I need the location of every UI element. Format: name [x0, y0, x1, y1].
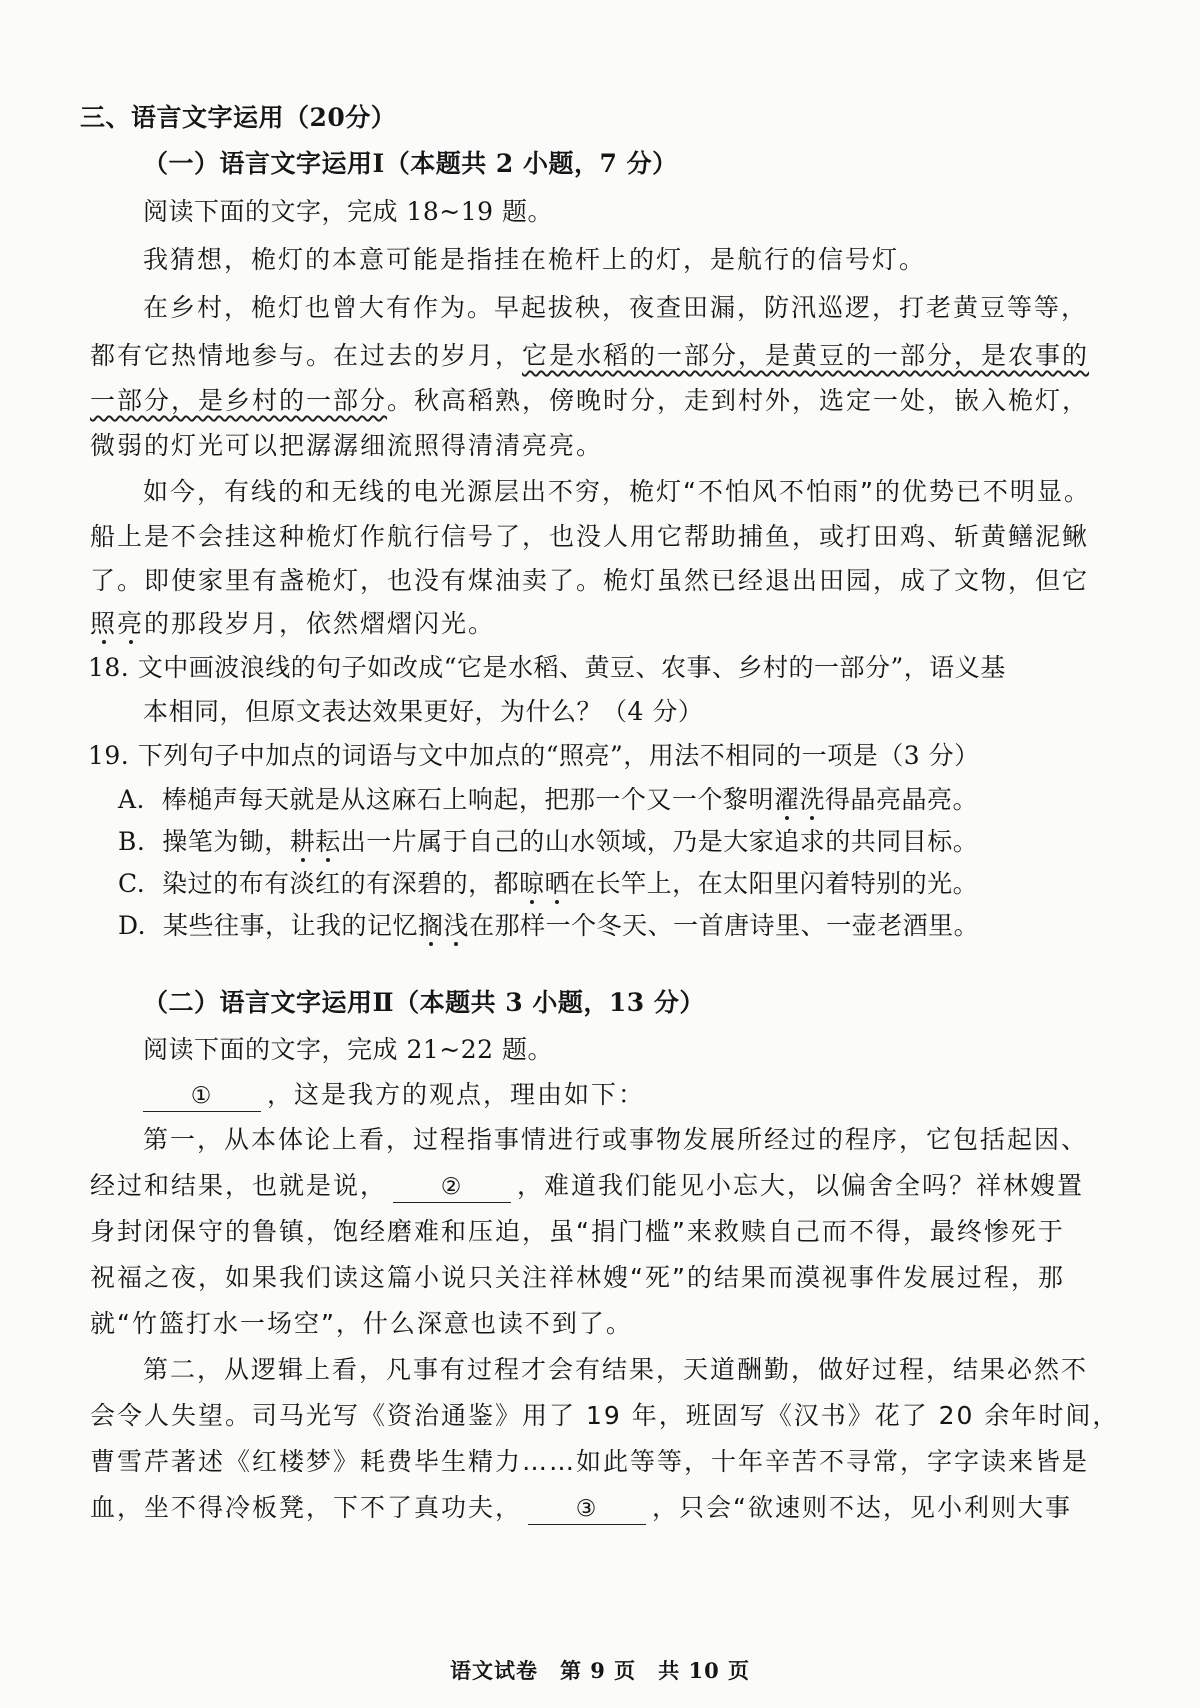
passage-text: 血，坐不得冷板凳，下不了真功夫， [90, 1493, 523, 1522]
option-label: C. [118, 869, 146, 898]
passage2-line10 [90, 1490, 1110, 1526]
option-text: 染过的布有淡红的有深碧的，都 [162, 869, 520, 898]
passage-text: ，只会“欲速则不达，见小利则大事 [652, 1493, 1072, 1522]
passage2-line8: 会令人失望。司马光写《资治通鉴》用了 19 年，班固写《汉书》花了 20 余年时间， [90, 1401, 1120, 1430]
passage2-line6: 就“竹篮打水一场空”，什么深意也读不到了。 [90, 1309, 633, 1338]
question-19-option-b [118, 824, 1138, 860]
option-text: 在那样一个冬天、一首唐诗里、一壶老酒里。 [469, 911, 980, 940]
option-text: 出一片属于自己的山水领域，乃是大家追求的共同目标。 [340, 827, 979, 856]
question-19-option-c [118, 866, 1138, 902]
fill-blank-3[interactable]: ③ [528, 1494, 646, 1525]
passage1-para2-line3 [90, 383, 1110, 419]
question-19-stem: 19. 下列句子中加点的词语与文中加点的“照亮”，用法不相同的一项是（3 分） [88, 741, 980, 770]
option-text: 某些往事，让我的记忆 [163, 911, 419, 940]
dotted-char: 搁 [418, 911, 444, 940]
fill-blank-1[interactable]: ① [143, 1081, 261, 1112]
passage2-line2: 第一，从本体论上看，过程指事情进行或事物发展所经过的程序，它包括起因、 [143, 1125, 1089, 1154]
passage2-line5: 祝福之夜，如果我们读这篇小说只关注祥林嫂“死”的结果而漠视事件发展过程，那 [90, 1263, 1065, 1292]
passage1-para3-line2: 船上是不会挂这种桅灯作航行信号了，也没人用它帮助捕鱼，或打田鸡、斩黄鳝泥鳅 [90, 522, 1090, 551]
option-text: 操笔为锄， [162, 827, 290, 856]
dotted-char: 亮 [117, 609, 145, 638]
option-text: 得晶亮晶亮。 [824, 785, 978, 814]
dotted-char: 浅 [443, 911, 470, 940]
part1-title: （一）语言文字运用Ⅰ（本题共 2 小题，7 分） [143, 149, 678, 178]
dotted-char: 洗 [799, 785, 825, 814]
part2-instruction: 阅读下面的文字，完成 21~22 题。 [143, 1035, 553, 1064]
page-footer: 语文试卷 第 9 页 共 10 页 [449, 1658, 751, 1683]
passage-text: 的那段岁月，依然熠熠闪光。 [144, 609, 496, 638]
question-18-line2: 本相同，但原文表达效果更好，为什么？（4 分） [143, 697, 704, 726]
option-label: B. [118, 827, 146, 856]
passage-text: 经过和结果，也就是说， [90, 1171, 388, 1200]
passage1-para2-line2 [90, 338, 1110, 374]
question-19-option-d [118, 908, 1138, 944]
dotted-char: 晾 [519, 869, 545, 898]
passage1-para3-line4 [90, 606, 1110, 642]
passage2-line9: 曹雪芹著述《红楼梦》耗费毕生精力……如此等等，十年辛苦不寻常，字字读来皆是 [90, 1447, 1090, 1476]
passage1-para2-line1: 在乡村，桅灯也曾大有作为。早起拔秧，夜查田漏，防汛巡逻，打老黄豆等等， [143, 293, 1089, 322]
wavy-underlined-sentence-end: 一部分，是乡村的一部分 [90, 386, 388, 415]
dotted-char: 照 [90, 609, 118, 638]
dotted-char: 耕 [289, 827, 316, 856]
dotted-char: 耘 [315, 827, 341, 856]
passage1-para3-line1: 如今，有线的和无线的电光源层出不穷，桅灯“不怕风不怕雨”的优势已不明显。 [143, 477, 1091, 506]
passage-text: ，这是我方的观点，理由如下： [267, 1080, 646, 1109]
passage-text: 。秋高稻熟，傍晚时分，走到村外，选定一处，嵌入桅灯， [387, 386, 1090, 415]
option-label: A. [118, 785, 146, 814]
passage1-para3-line3: 了。即使家里有盏桅灯，也没有煤油卖了。桅灯虽然已经退出田园，成了文物，但它 [90, 566, 1090, 595]
option-text: 在长竿上，在太阳里闪着特别的光。 [570, 869, 979, 898]
passage-text: 都有它热情地参与。在过去的岁月， [90, 341, 523, 370]
question-19-option-a [118, 782, 1138, 818]
dotted-char: 晒 [544, 869, 571, 898]
passage1-para1: 我猜想，桅灯的本意可能是指挂在桅杆上的灯，是航行的信号灯。 [143, 245, 927, 274]
fill-blank-2[interactable]: ② [393, 1172, 511, 1203]
section-title: 三、语言文字运用（20分） [80, 103, 397, 132]
option-label: D. [118, 911, 147, 940]
dotted-char: 濯 [773, 785, 800, 814]
passage2-line1 [143, 1077, 1163, 1113]
passage2-line7: 第二，从逻辑上看，凡事有过程才会有结果，天道酬勤，做好过程，结果必然不 [143, 1355, 1089, 1384]
part1-instruction: 阅读下面的文字，完成 18~19 题。 [143, 197, 553, 226]
passage1-para2-line4: 微弱的灯光可以把潺潺细流照得清清亮亮。 [90, 431, 604, 460]
question-18-line1: 18. 文中画波浪线的句子如改成“它是水稻、黄豆、农事、乡村的一部分”，语义基 [88, 653, 1006, 682]
option-text: 棒槌声每天就是从这麻石上响起，把那一个又一个黎明 [161, 785, 774, 814]
passage2-line4: 身封闭保守的鲁镇，饱经磨难和压迫，虽“捐门槛”来救赎自己而不得，最终惨死于 [90, 1217, 1065, 1246]
wavy-underlined-sentence: 它是水稻的一部分，是黄豆的一部分，是农事的 [522, 341, 1090, 370]
passage2-line3 [90, 1168, 1110, 1204]
passage-text: ，难道我们能见小忘大，以偏舍全吗？祥林嫂置 [517, 1171, 1085, 1200]
part2-title: （二）语言文字运用Ⅱ（本题共 3 小题，13 分） [143, 988, 705, 1017]
